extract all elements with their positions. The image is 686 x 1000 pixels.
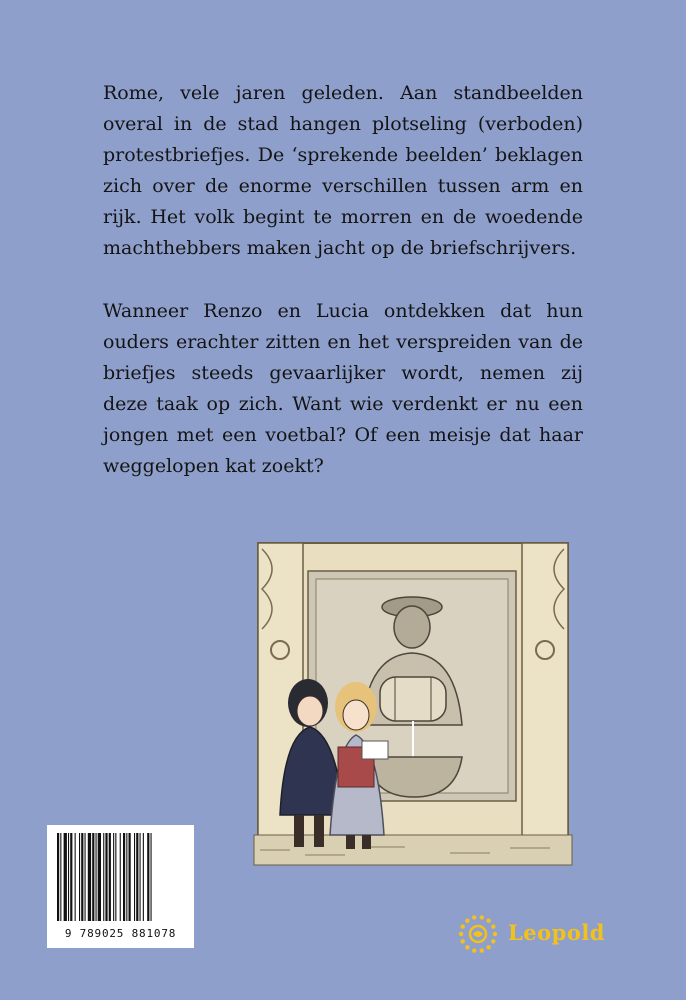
barcode-bars bbox=[55, 833, 186, 925]
barcode-bar bbox=[79, 833, 80, 921]
barcode-bar bbox=[60, 833, 61, 921]
barcode-bar bbox=[64, 833, 67, 921]
barcode-bar bbox=[103, 833, 104, 921]
barcode-bar bbox=[140, 833, 141, 921]
statue-illustration bbox=[250, 535, 575, 870]
publisher-name: Leopold bbox=[508, 920, 605, 945]
barcode-bar bbox=[123, 833, 125, 921]
barcode-bar bbox=[75, 833, 76, 921]
leopold-sun-icon bbox=[456, 912, 500, 956]
blurb-text bbox=[103, 78, 583, 514]
barcode-bar bbox=[151, 833, 152, 921]
barcode-bar bbox=[134, 833, 135, 921]
barcode-bar bbox=[147, 833, 149, 921]
barcode-bar bbox=[81, 833, 83, 921]
blurb-paragraph-1: Rome, vele jaren geleden. Aan standbeelden overal in de stad hangen plotseling (verboden) protestbriefjes. De ‘sprekende beelden’ beklagen zich over de enorme verschillen tussen arm en rijk. Het volk begint te morren en de woedende machthebbers maken jacht op de briefschrijvers. bbox=[103, 82, 583, 259]
barcode-bar bbox=[126, 833, 127, 921]
barcode-bar bbox=[88, 833, 91, 921]
barcode-bar bbox=[68, 833, 69, 921]
barcode-bar bbox=[70, 833, 72, 921]
barcode-bar bbox=[98, 833, 101, 921]
barcode-bar bbox=[136, 833, 138, 921]
barcode-bar bbox=[57, 833, 59, 921]
blurb-paragraph-2: Wanneer Renzo en Lucia ontdekken dat hun ouders erachter zitten en het verspreiden van de briefjes steeds gevaarlijker wordt, nemen zij deze taak op zich. Want wie verdenkt er nu een jongen met een voetbal? Of een meisje dat haar weggelopen kat zoekt? bbox=[103, 300, 583, 477]
barcode-bar bbox=[129, 833, 131, 921]
isbn-barcode bbox=[47, 825, 194, 948]
barcode-bar bbox=[96, 833, 97, 921]
barcode-bar bbox=[92, 833, 94, 921]
barcode-bar bbox=[109, 833, 111, 921]
barcode-bar bbox=[105, 833, 107, 921]
barcode-bar bbox=[85, 833, 86, 921]
barcode-bar bbox=[120, 833, 121, 921]
barcode-bar bbox=[113, 833, 114, 921]
isbn-digits: 9 789025 881078 bbox=[64, 927, 177, 940]
barcode-bar bbox=[143, 833, 144, 921]
publisher-logo bbox=[456, 912, 636, 956]
barcode-bar bbox=[115, 833, 116, 921]
